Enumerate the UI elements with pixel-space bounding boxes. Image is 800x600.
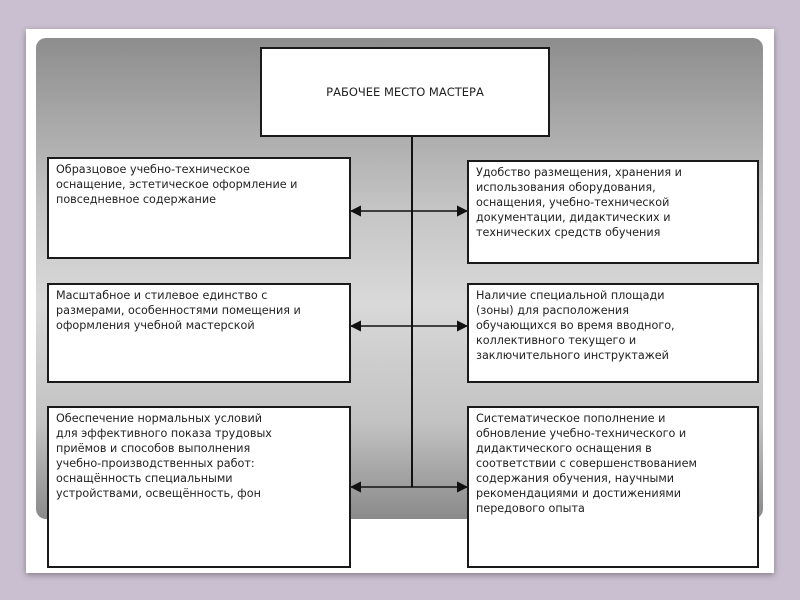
- slide: [26, 29, 774, 573]
- left-box-2: Масштабное и стилевое единство с размерами, особенностями помещения и оформления учебной мастерской: [47, 283, 351, 383]
- right-box-2: Наличие специальной площади (зоны) для расположения обучающихся во время вводного, коллективного текущего и заключительного инструктажей: [467, 283, 759, 383]
- left-box-1: Образцовое учебно-техническое оснащение, эстетическое оформление и повседневное содержание: [47, 157, 351, 259]
- right-box-3: Систематическое пополнение и обновление учебно-технического и дидактического оснащения в соответствии с совершенствованием содержания обучения, научными рекомендациями и достижениями передового опыта: [467, 406, 759, 568]
- title-text: РАБОЧЕЕ МЕСТО МАСТЕРА: [326, 84, 484, 99]
- title-box: [260, 47, 550, 137]
- right-box-1: Удобство размещения, хранения и использования оборудования, оснащения, учебно-технической документации, дидактических и технических средств обучения: [467, 160, 759, 264]
- left-box-3: Обеспечение нормальных условий для эффективного показа трудовых приёмов и способов выполнения учебно-производственных работ: оснащённость специальными устройствами, освещённость, фон: [47, 406, 351, 568]
